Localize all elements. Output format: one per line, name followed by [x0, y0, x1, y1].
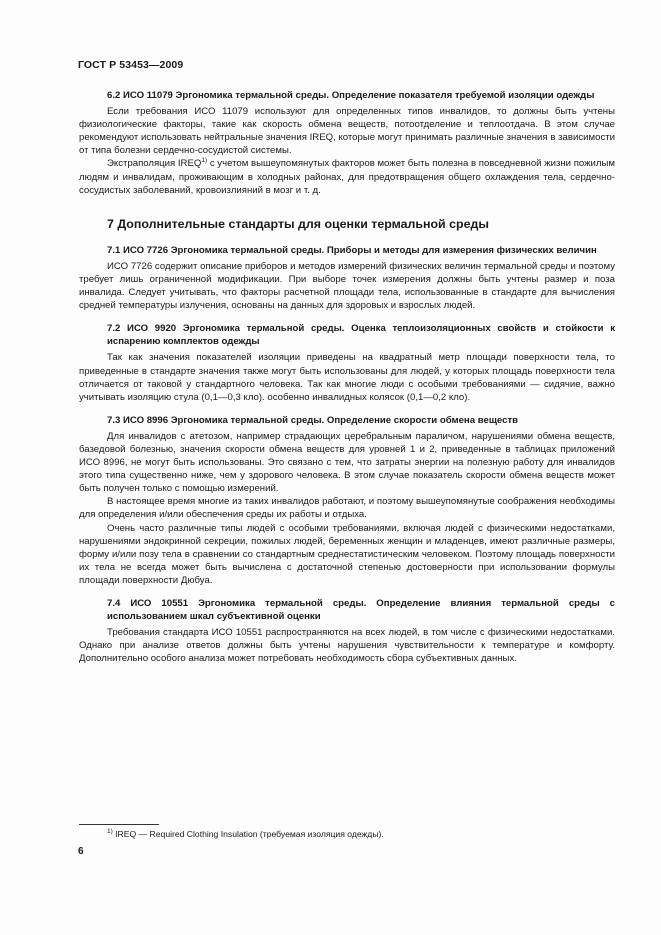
footnote-divider — [79, 824, 159, 825]
footnote-mark: 1) — [107, 828, 113, 835]
paragraph-6-2-2-end: с учетом вышеупомянутых факторов может быть полезна в повседневной жизни пожилым людям и инвалидам, проживающим в холодных районах, для предотвращения общего охлаждения тела, сердечно-сосудистых заболеваний, кровоизлияний в мозг и т. д. — [79, 158, 615, 196]
heading-7: 7 Дополнительные стандарты для оценки термальной среды — [107, 216, 489, 231]
paragraph-6-2-2 — [79, 157, 615, 196]
footnote-ref[interactable]: 1) — [201, 157, 208, 165]
heading-6-2: 6.2 ИСО 11079 Эргономика термальной среды. Определение показателя требуемой изоляции одежды — [107, 90, 595, 101]
heading-7-2: 7.2 ИСО 9920 Эргономика термальной среды. Оценка теплоизоляционных свойств и стойкости к испарению комплектов одежды — [107, 323, 615, 348]
paragraph-6-2-1: Если требования ИСО 11079 используют для определенных типов инвалидов, то должны быть учтены физиологические факторы, такие как скорость обмена веществ, потоотделение и теплоотдача. В этом случае рекомендуют использовать нейтральные значения IREQ, которые могут принимать различные значения в зависимости от типа болезни сердечно-сосудистой системы. — [79, 106, 615, 157]
paragraph-7-1-1: ИСО 7726 содержит описание приборов и методов измерений физических величин термальной среды и поэтому требует лишь ограниченной модификации. При выборе точек измерения должны быть учтены размер и поза инвалида. Следует учитывать, что факторы расчетной площади тела, использованные в стандарте для вычисления средней температуры излучения, основаны на данных для здоровых и взрослых людей. — [79, 260, 615, 312]
page-number: 6 — [78, 846, 84, 857]
paragraph-7-3-2: В настоящее время многие из таких инвалидов работают, и поэтому вышеупомянутые соображения необходимы для определения и/или обеспечения среды их работы и отдыха. — [79, 496, 615, 521]
paragraph-6-2-2-start: Экстраполяция IREQ — [107, 158, 202, 170]
heading-7-4: 7.4 ИСО 10551 Эргономика термальной среды. Определение влияния термальной среды с использованием шкал субъективной оценки — [107, 598, 615, 623]
document-header: ГОСТ Р 53453—2009 — [78, 59, 184, 71]
paragraph-7-3-3: Очень часто различные типы людей с особыми требованиями, включая людей с физическими недостатками, нарушениями эндокринной секреции, пожилых людей, беременных женщин и младенцев, имеют различные размеры, форму и/или позу тела в сравнении со стандартным среднестатистическим человеком. Поэтому площадь поверхности их тела не всегда может быть вычислена с достаточной степенью достоверности при использовании формулы площади поверхности Дюбуа. — [79, 522, 615, 586]
heading-7-3: 7.3 ИСО 8996 Эргономика термальной среды. Определение скорости обмена веществ — [107, 414, 519, 426]
paragraph-7-2-1: Так как значения показателей изоляции приведены на квадратный метр площади поверхности тела, то приведенные в стандарте значения также могут быть использованы для людей, у которых площадь поверхности тела отличается от таковой у стандартного человека. Так как многие люди с особыми требованиями — сидячие, важно учитывать изоляцию стула (0,1—0,3 кло). особенно инвалидных колясок (0,1—0,2 кло). — [79, 352, 615, 403]
footnote — [107, 829, 384, 840]
page-body — [79, 89, 615, 665]
paragraph-7-3-1: Для инвалидов с атетозом, например страдающих церебральным параличом, нарушениями обмена веществ, базедовой болезнью, значения скорости обмена веществ для уровней 1 и 2, приведенные в таблицах приложений ИСО 8996, не могут быть использованы. Это связано с тем, что затраты энергии на полезную работу для инвалидов этого типа существенно ниже, чем у здорового человека. В этом случае показатель скорости обмена веществ может быть получен только с помощью измерений. — [79, 430, 615, 495]
heading-7-1: 7.1 ИСО 7726 Эргономика термальной среды. Приборы и методы для измерения физических величин — [107, 244, 597, 256]
paragraph-7-4-1: Требования стандарта ИСО 10551 распространяются на всех людей, в том числе с физическими недостатками. Однако при анализе ответов должны быть учтены нарушения чувствительности к температуре и комфорту. Дополнительно особого анализа может потребовать необходимость сбора субъективных данных. — [79, 627, 615, 665]
footnote-text: IREQ — Required Clothing Insulation (требуемая изоляция одежды). — [112, 829, 384, 839]
